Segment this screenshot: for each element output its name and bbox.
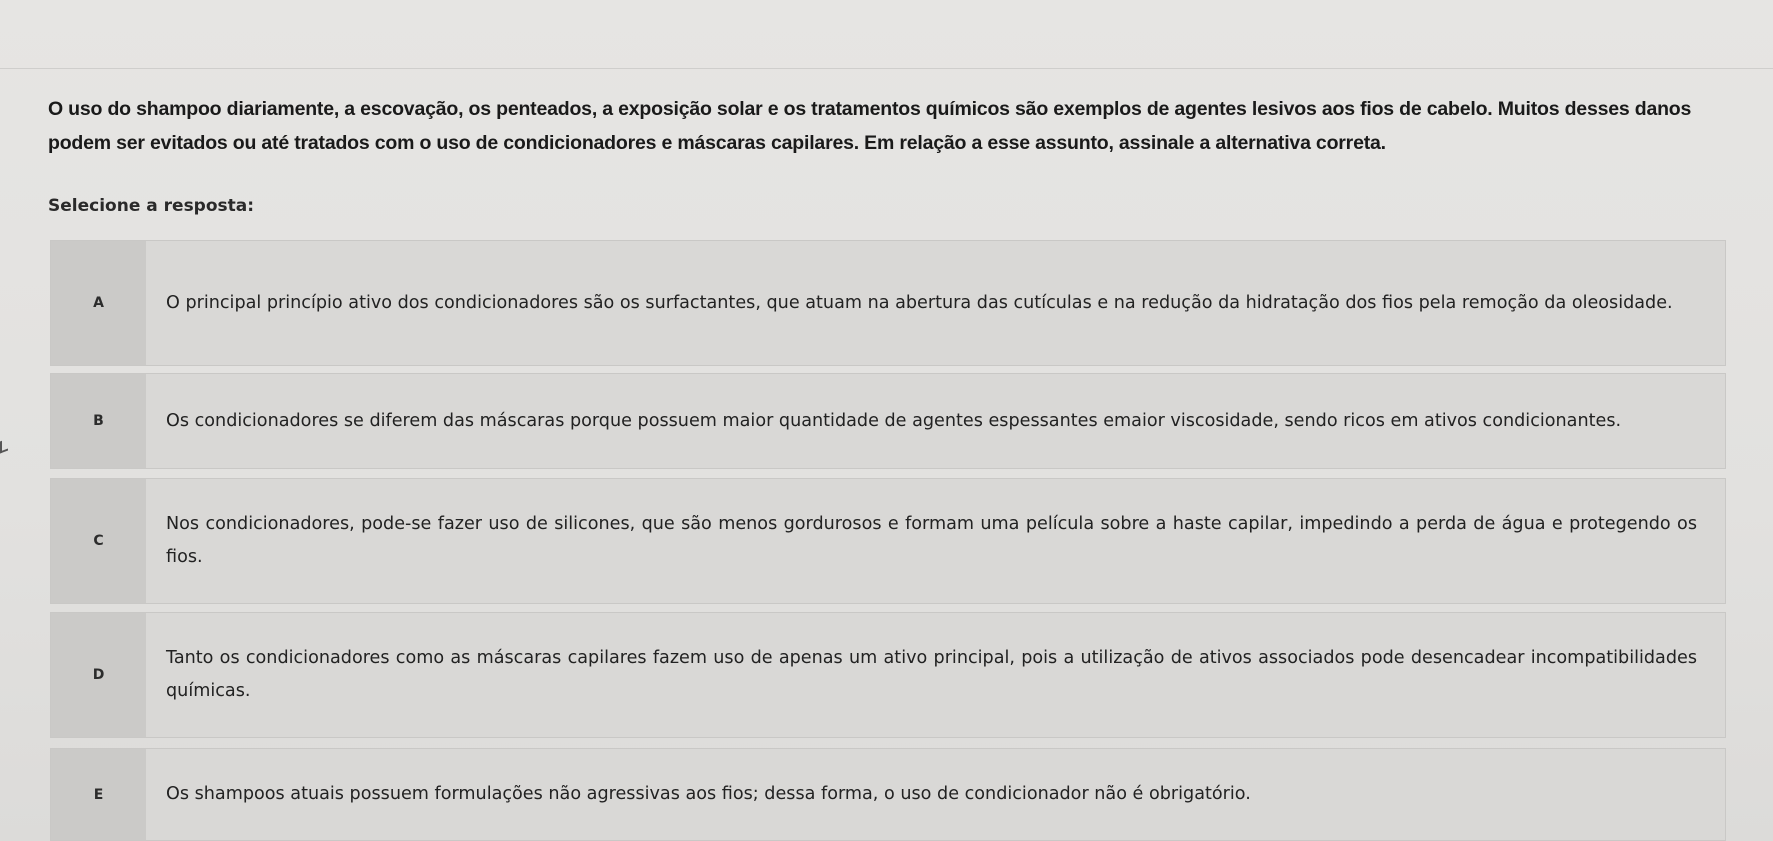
option-e-letter: E [51, 749, 146, 840]
option-c-text: Nos condicionadores, pode-se fazer uso de silicones, que são menos gordurosos e formam uma película sobre a haste capilar, impedindo a perda de água e protegendo os fios. [166, 514, 1697, 567]
option-d[interactable] [50, 612, 1726, 738]
header-divider [0, 68, 1773, 69]
option-e-text-cell [146, 749, 1725, 840]
option-b-text: Os condicionadores se diferem das máscaras porque possuem maior quantidade de agentes espessantes emaior viscosidade, sendo ricos em ativos condicionantes. [166, 410, 1622, 431]
question-text: O uso do shampoo diariamente, a escovação, os penteados, a exposição solar e os tratamentos químicos são exemplos de agentes lesivos aos fios de cabelo. Muitos desses danos podem ser evitados ou até tratados com o uso de condicionadores e máscaras capilares. Em relação a esse assunto, assinale a alternativa correta. [48, 98, 1692, 154]
option-a-text: O principal princípio ativo dos condicionadores são os surfactantes, que atuam na abertura das cutículas e na redução da hidratação dos fios pela remoção da oleosidade. [166, 292, 1673, 313]
option-b-letter: B [51, 374, 146, 468]
option-c-letter: C [51, 479, 146, 603]
mouse-cursor-icon [0, 439, 8, 454]
option-b-text-cell [146, 374, 1725, 468]
option-b[interactable] [50, 373, 1726, 469]
option-a[interactable] [50, 240, 1726, 366]
option-c[interactable] [50, 478, 1726, 604]
option-e[interactable] [50, 748, 1726, 841]
option-d-letter: D [51, 613, 146, 737]
option-a-letter: A [51, 241, 146, 365]
option-d-text-cell [146, 613, 1725, 737]
option-c-text-cell [146, 479, 1725, 603]
option-a-text-cell [146, 241, 1725, 365]
option-e-text: Os shampoos atuais possuem formulações não agressivas aos fios; dessa forma, o uso de condicionador não é obrigatório. [166, 784, 1251, 804]
answer-prompt: Selecione a resposta: [48, 196, 255, 216]
option-d-text: Tanto os condicionadores como as máscaras capilares fazem uso de apenas um ativo principal, pois a utilização de ativos associados pode desencadear incompatibilidades químicas. [166, 648, 1697, 701]
